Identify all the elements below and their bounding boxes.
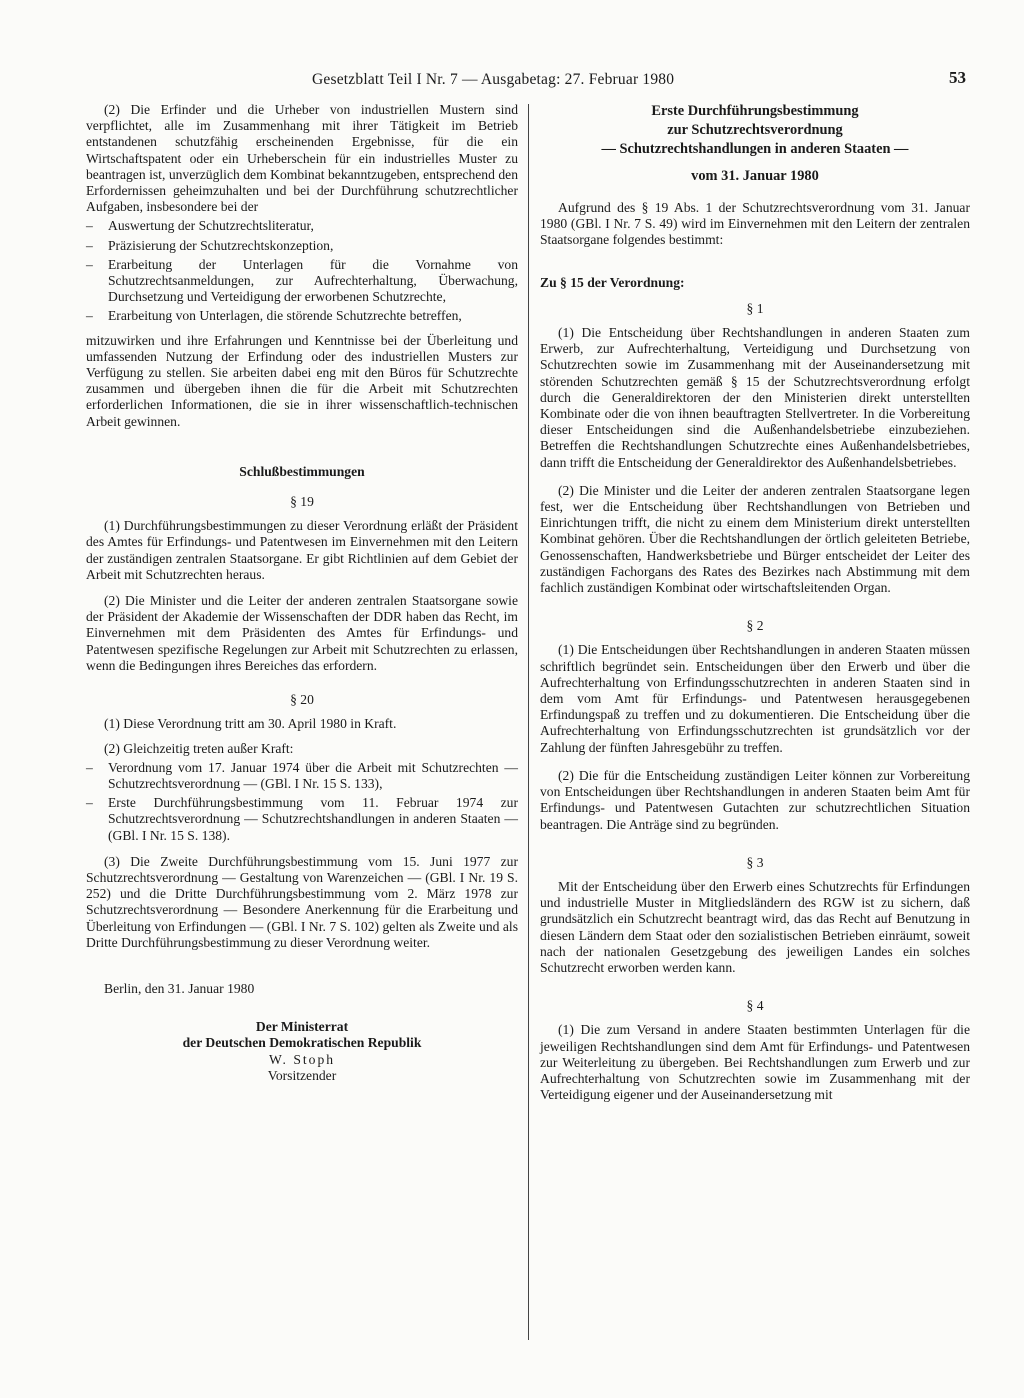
section-4-heading: § 4 — [746, 998, 764, 1014]
dash-text: Präzisierung der Schutzrechtskonzeption, — [108, 237, 334, 253]
paragraph-after-dashes: mitzuwirken und ihre Erfahrungen und Kenntnisse bei der Überleitung und umfassenden Nutzung der Erfindung oder des industriellen Musters zur Verfügung zu stellen. Sie arbeiten dabei eng mit den Büros für Schutzrechte zusammen und übergeben ihnen die für die Arbeit mit Schutzrechten erforderlichen Informationen, die sie in ihrer wissenschaftlich-technischen Arbeit gewinnen. — [86, 332, 518, 429]
dash-item: – Erarbeitung von Unterlagen, die störende Schutzrechte betreffen, — [86, 308, 518, 324]
section-19-heading: § 19 — [290, 494, 314, 510]
s4-paragraph-1: (1) Die zum Versand in andere Staaten bestimmten Unterlagen für die jeweiligen Rechtshandlungen sind dem Amt für Erfindungs- und Patentwesen zur Weiterleitung zu übergeben. Bei Rechtshandlungen zum Erwerb und zur Aufrechterhaltung von Schutzrechten sowie im Zusammenhang mit der Verteidigung eigener und der Auseinandersetzung mit — [540, 1022, 970, 1103]
page-header — [86, 68, 986, 94]
title-line-2: zur Schutzrechtsverordnung — [667, 122, 843, 138]
section-2-heading: § 2 — [746, 618, 764, 634]
s20-paragraph-2: (2) Gleichzeitig treten außer Kraft: — [104, 740, 294, 756]
signature-institution-line2: der Deutschen Demokratischen Republik — [182, 1035, 422, 1051]
dash-text: Erarbeitung von Unterlagen, die störende Schutzrechte betreffen, — [108, 308, 462, 324]
dash-item: – Erarbeitung der Unterlagen für die Vornahme von Schutzrechtsanmeldungen, zur Aufrechterhaltung, Überwachung, Durchsetzung und Verteidigung der erworbenen Schutzrechte, — [86, 256, 518, 305]
regulation-title — [540, 102, 970, 186]
section-20-heading: § 20 — [290, 692, 314, 708]
page-number: 53 — [949, 68, 966, 87]
header-title: Gesetzblatt Teil I Nr. 7 — Ausgabetag: 27. Februar 1980 — [312, 71, 675, 88]
s1-paragraph-2: (2) Die Minister und die Leiter der anderen zentralen Staatsorgane legen fest, wer die Entscheidung über Rechtshandlungen von Betrieben und Einrichtungen trifft, die nicht zu einem dem Ministerium direkt unterstellten Kombinat gehören. Über die Rechtshandlungen der örtlich geleiteten Betriebe, Genossenschaften, Handwerksbetriebe und Bürger entscheidet der Leiter des zuständigen Fachorgans des Rates des Bezirkes nach Abstimmung mit dem fachlich zuständigen Kombinat oder wirtschaftsleitenden Organ. — [540, 482, 970, 596]
dash-text: Auswertung der Schutzrechtsliteratur, — [108, 218, 314, 234]
title-line-3: — Schutzrechtshandlungen in anderen Staaten — — [601, 141, 909, 157]
s3-paragraph-1: Mit der Entscheidung über den Erwerb eines Schutzrechts für Erfindungen und industrielle Muster in Mitgliedsländern des RGW ist zu sichern, daß grundsätzlich ein Schutzrecht beantragt wird, das das Recht auf Benutzung in diesen Ländern dem Staat oder den sozialistischen Betrieben einräumt, soweit nach der nationalen Gesetzgebung des jeweiligen Landes ein solches Schutzrecht erworben werden kann. — [540, 878, 970, 975]
dash-text: Erste Durchführungsbestimmung vom 11. Februar 1974 zur Schutzrechtsverordnung — Schutzrechtshandlungen in anderen Staaten — (GBl. I Nr. 15 S. 138). — [108, 795, 518, 843]
s1-paragraph-1: (1) Die Entscheidung über Rechtshandlungen in anderen Staaten zum Erwerb, zur Aufrechterhaltung, Verteidigung und Durchsetzung von Schutzrechten sowie im Zusammenhang mit der Auseinandersetzung mit störenden Schutzrechten gemäß § 15 der Schutzrechtsverordnung erfolgt durch die Generaldirektoren der den Ministerien direkt unterstellten Kombinate oder die von ihnen beauftragten Stellvertreter. In die Vorbereitung dieser Entscheidungen sind die Außenhandelsbetriebe einzubeziehen. Betreffen die Rechtshandlungen Schutzrechte eines Außenhandelsbetriebes, dann trifft die Entscheidung der Generaldirektor des Außenhandelsbetriebes. — [540, 325, 970, 470]
title-line-1: Erste Durchführungsbestimmung — [651, 103, 859, 119]
paragraph-intro: (2) Die Erfinder und die Urheber von industriellen Mustern sind verpflichtet, alle im Zusammenhang mit ihrer Tätigkeit im Betrieb entstandenen schutzfähig erscheinenden Ergebnisse, für die ein Wirtschaftspatent oder ein Urheberschein für ein industrielles Muster zu beantragen ist, unverzüglich dem Kombinat bekanntzugeben, entsprechend den Erfordernissen geheimzuhalten und bei der Durchführung schutzrechtlicher Aufgaben, insbesondere bei der — [86, 102, 518, 215]
signature-name: W. Stoph — [268, 1051, 336, 1067]
dash-text: Verordnung vom 17. Januar 1974 über die Arbeit mit Schutzrechten — Schutzrechtsverordnung — (GBl. I Nr. 15 S. 133), — [108, 759, 518, 791]
signature-block — [86, 1019, 518, 1084]
preamble: Aufgrund des § 19 Abs. 1 der Schutzrechtsverordnung vom 31. Januar 1980 (GBl. I Nr. 7 S. 49) wird im Einvernehmen mit den Leitern der zentralen Staatsorgane folgendes bestimmt: — [540, 200, 970, 248]
dash-text: Erarbeitung der Unterlagen für die Vornahme von Schutzrechtsanmeldungen, zur Aufrechterhaltung, Überwachung, Durchsetzung und Verteidigung der erworbenen Schutzrechte, — [108, 256, 518, 305]
s20-paragraph-3: (3) Die Zweite Durchführungsbestimmung vom 15. Juni 1977 zur Schutzrechtsverordnung — Gestaltung von Warenzeichen — (GBl. I Nr. 19 S. 252) und die Dritte Durchführungsbestimmung vom 2. März 1978 zur Schutzrechtsverordnung — Besondere Anerkennung für die Erarbeitung und Überleitung von Erfindungen — (GBl. I Nr. 7 S. 102) gelten als Zweite und als Dritte Durchführungsbestimmung zu dieser Verordnung weiter. — [86, 853, 518, 950]
dash-item: – Auswertung der Schutzrechtsliteratur, — [86, 218, 518, 234]
column-divider — [528, 104, 529, 1340]
section-1-heading: § 1 — [746, 300, 764, 316]
right-column — [540, 102, 970, 1103]
dash-item: – Verordnung vom 17. Januar 1974 über die Arbeit mit Schutzrechten — Schutzrechtsverordnung — (GBl. I Nr. 15 S. 133), — [86, 759, 518, 791]
s19-paragraph-1: (1) Durchführungsbestimmungen zu dieser Verordnung erläßt der Präsident des Amtes für Erfindungs- und Patentwesen im Einvernehmen mit den Leitern der zuständigen zentralen Staatsorgane. Er gibt Richtlinien auf dem Gebiet der Arbeit mit Schutzrechten heraus. — [86, 518, 518, 582]
s2-paragraph-2: (2) Die für die Entscheidung zuständigen Leiter können zur Vorbereitung von Entscheidungen über Rechtshandlungen in anderen Staaten beim Amt für Erfindungs- und Patentwesen Gutachten zur schutzrechtlichen Situation beantragen. Die Anträge sind zu begründen. — [540, 767, 970, 832]
zu-15-heading: Zu § 15 der Verordnung: — [540, 274, 685, 290]
place-date: Berlin, den 31. Januar 1980 — [104, 980, 255, 996]
signature-role: Vorsitzender — [267, 1067, 337, 1083]
s19-paragraph-2: (2) Die Minister und die Leiter der anderen zentralen Staatsorgane sowie der Präsident der Akademie der Wissenschaften der DDR haben das Recht, im Einvernehmen mit dem Präsidenten des Amtes für Erfindungs- und Patentwesen spezifische Regelungen zur Arbeit mit Schutzrechten zu erlassen, wenn die Bedingungen ihres Bereiches das erfordern. — [86, 593, 518, 673]
title-date: vom 31. Januar 1980 — [691, 168, 819, 184]
s20-paragraph-1: (1) Diese Verordnung tritt am 30. April 1980 in Kraft. — [104, 716, 397, 732]
section-3-heading: § 3 — [746, 854, 764, 870]
s2-paragraph-1: (1) Die Entscheidungen über Rechtshandlungen in anderen Staaten müssen schriftlich begründet sein. Entscheidungen über den Erwerb und über die Aufrechterhaltung von Erfindungsschutzrechten in anderen Staaten sind in dem vom Amt für Erfindungs- und Patentwesen herausgegebenen Erfindungspaß zu treffen und zu dokumentieren. Die Entscheidung über die Aufrechterhaltung von Erfindungsschutzrechten ist grundsätzlich vor der Zahlung der fünften Jahresgebühr zu treffen. — [540, 642, 970, 755]
left-column — [86, 102, 518, 1084]
dash-item: – Erste Durchführungsbestimmung vom 11. Februar 1974 zur Schutzrechtsverordnung — Schutzrechtshandlungen in anderen Staaten — (GBl. I Nr. 15 S. 138). — [86, 795, 518, 843]
signature-institution-line1: Der Ministerrat — [255, 1019, 349, 1035]
section-heading-schluss: Schlußbestimmungen — [239, 463, 365, 479]
dash-item: – Präzisierung der Schutzrechtskonzeption, — [86, 238, 518, 254]
